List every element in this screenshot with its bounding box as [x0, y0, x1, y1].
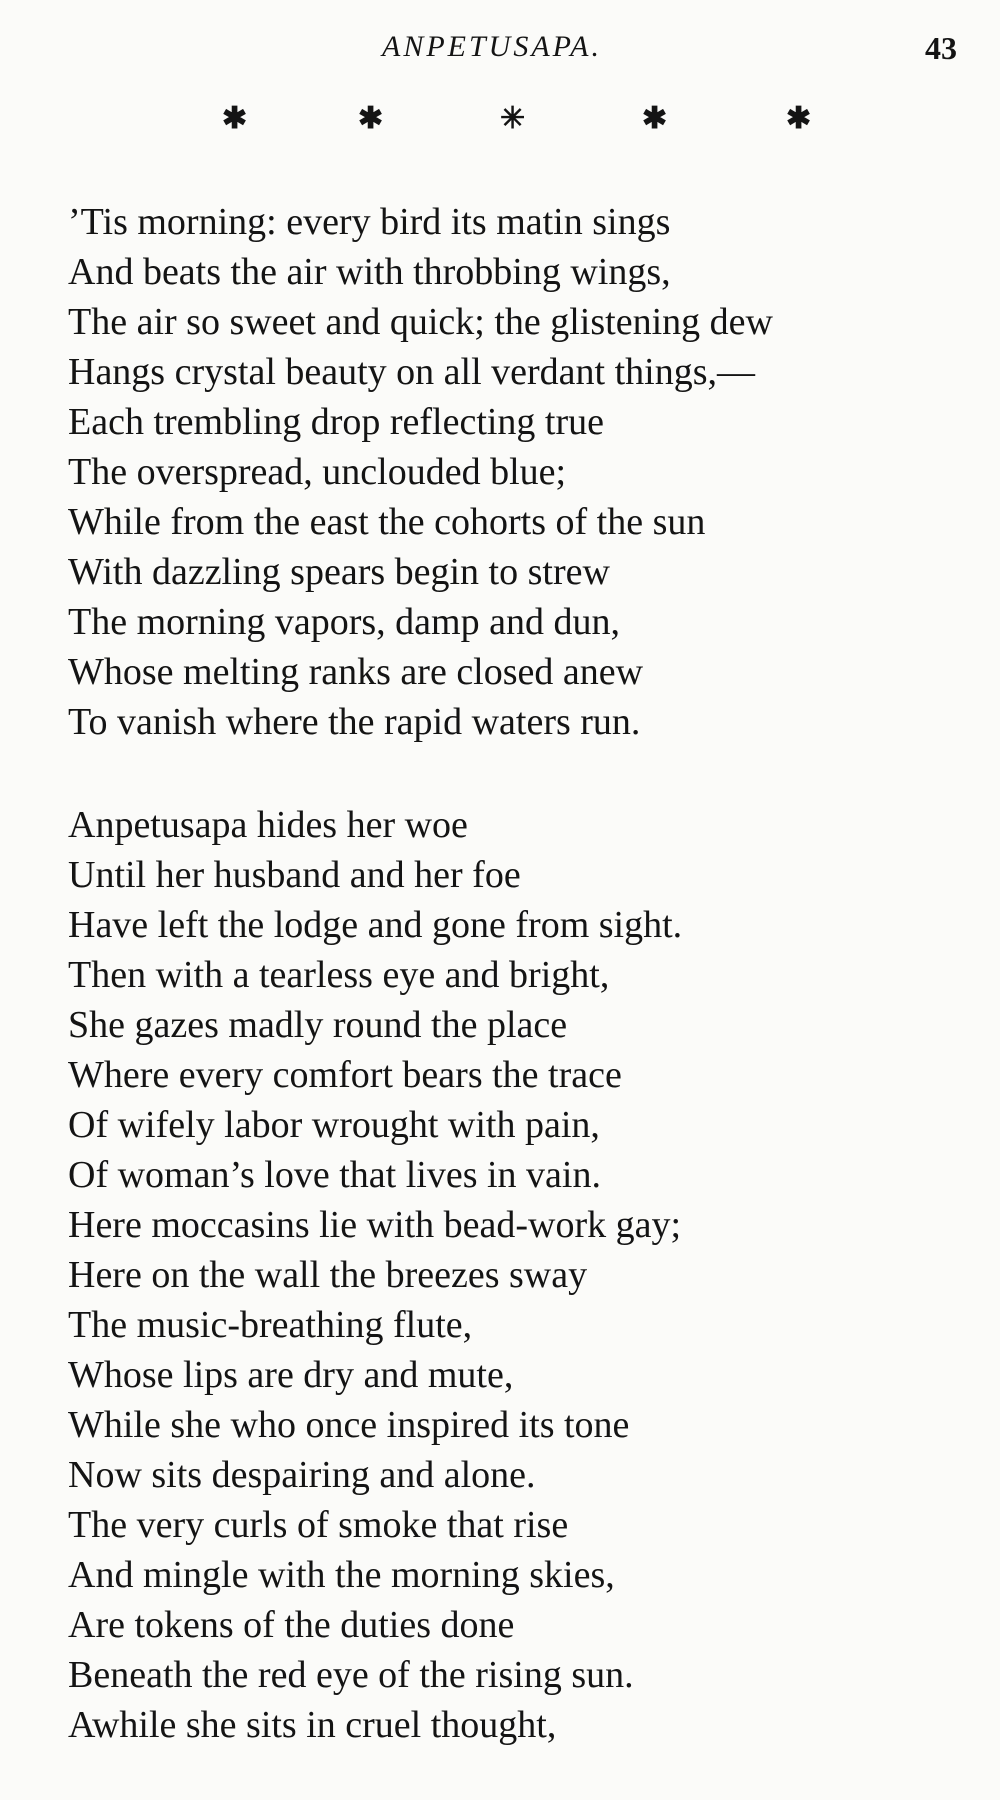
poem-line: The morning vapors, damp and dun, — [68, 601, 620, 643]
poem-line: She gazes madly round the place — [68, 1004, 568, 1046]
poem-line: The overspread, unclouded blue; — [68, 451, 567, 493]
poem-line: Then with a tearless eye and bright, — [68, 954, 610, 996]
poem-line: Where every comfort bears the trace — [68, 1054, 622, 1096]
poem-line: Now sits despairing and alone. — [68, 1454, 536, 1496]
poem-line: Of woman’s love that lives in vain. — [68, 1154, 601, 1196]
asterisk-ornament: ✳ — [500, 102, 526, 135]
poem-line: The air so sweet and quick; the glistening dew — [68, 301, 773, 343]
poem-line: And mingle with the morning skies, — [68, 1554, 615, 1596]
poem-line: And beats the air with throbbing wings, — [68, 251, 671, 293]
running-head — [0, 30, 1000, 70]
poem-line: Each trembling drop reflecting true — [68, 401, 605, 443]
poem-line: While she who once inspired its tone — [68, 1404, 630, 1446]
running-title: ANPETUSAPA. — [382, 30, 602, 63]
asterisk-ornament: ✱ — [642, 102, 668, 135]
poem-line: ’Tis morning: every bird its matin sings — [68, 201, 671, 243]
ornament-divider — [0, 104, 1000, 144]
poem-line: Beneath the red eye of the rising sun. — [68, 1654, 634, 1696]
stanza — [68, 197, 968, 747]
asterisk-ornament: ✱ — [786, 102, 812, 135]
poem-line: Here moccasins lie with bead-work gay; — [68, 1204, 682, 1246]
poem-line: Hangs crystal beauty on all verdant things,— — [68, 351, 756, 393]
poem-line: The very curls of smoke that rise — [68, 1504, 569, 1546]
stanza — [68, 800, 968, 1750]
poem-line: Anpetusapa hides her woe — [68, 804, 468, 846]
poem-line: Whose lips are dry and mute, — [68, 1354, 514, 1396]
poem-line: To vanish where the rapid waters run. — [68, 701, 641, 743]
poem-line: Awhile she sits in cruel thought, — [68, 1704, 557, 1746]
poem-line: Have left the lodge and gone from sight. — [68, 904, 683, 946]
poem-line: While from the east the cohorts of the sun — [68, 501, 706, 543]
poem-line: With dazzling spears begin to strew — [68, 551, 610, 593]
poem-line: The music-breathing flute, — [68, 1304, 473, 1346]
asterisk-ornament: ✱ — [358, 102, 384, 135]
poem-line: Of wifely labor wrought with pain, — [68, 1104, 600, 1146]
poem-line: Whose melting ranks are closed anew — [68, 651, 644, 693]
poem-line: Until her husband and her foe — [68, 854, 521, 896]
page-number: 43 — [925, 30, 957, 66]
poem-line: Here on the wall the breezes sway — [68, 1254, 588, 1296]
asterisk-ornament: ✱ — [222, 102, 248, 135]
poem-line: Are tokens of the duties done — [68, 1604, 515, 1646]
